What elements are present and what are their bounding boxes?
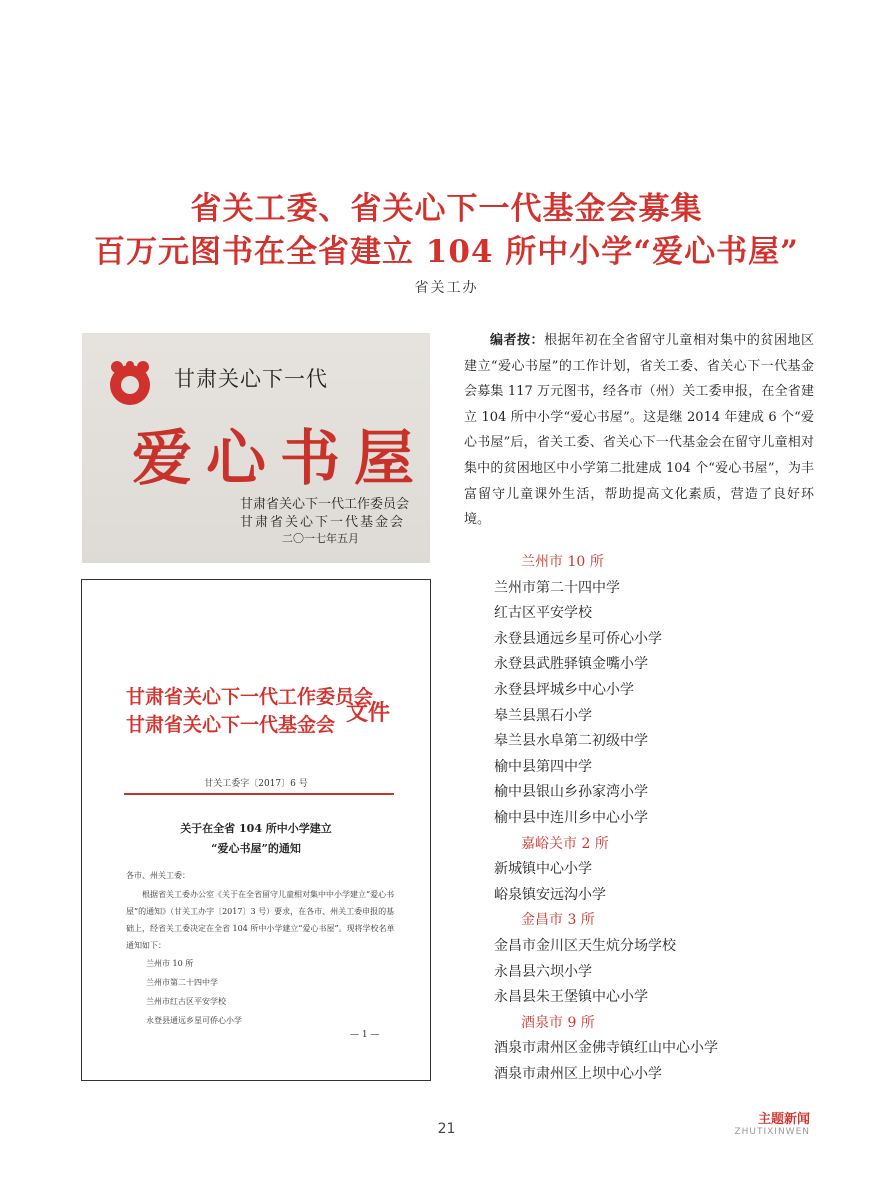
sign-title: 爱心书屋 (132, 424, 428, 494)
school-list-item: 榆中县中连川乡中心小学 (494, 809, 648, 826)
notice-header-suffix: 文件 (346, 701, 391, 726)
notice-title-line-1: 关于在全省 104 所中小学建立 (180, 822, 332, 835)
school-list-item: 永登县坪城乡中心小学 (494, 681, 634, 698)
city-heading: 金昌市 3 所 (521, 912, 595, 929)
page-number: 21 (437, 1121, 456, 1137)
school-list-item: 榆中县第四中学 (494, 758, 592, 775)
sign-org-name: 甘肃关心下一代 (174, 367, 328, 391)
notice-document (81, 579, 431, 1081)
city-heading: 兰州市 10 所 (521, 554, 604, 570)
notice-red-rule (124, 793, 394, 795)
notice-doc-number: 甘关工委字〔2017〕6 号 (204, 779, 308, 789)
sign-committee: 甘肃省关心下一代工作委员会 (240, 497, 410, 512)
school-list-item: 皋兰县黑石小学 (494, 707, 592, 724)
article-title-line-1: 省关工委、省关心下一代基金会募集 (190, 191, 703, 227)
notice-salutation: 各市、州关工委： (126, 871, 190, 880)
section-brand-pinyin: ZHUTIXINWEN (734, 1127, 810, 1137)
editor-note (464, 328, 814, 533)
foundation-logo-icon (104, 355, 156, 407)
article-title-line-2: 百万元图书在全省建立 104 所中小学“爱心书屋” (94, 234, 799, 270)
notice-list-item: 兰州市第二十四中学 (146, 978, 218, 987)
city-heading: 嘉峪关市 2 所 (521, 835, 609, 852)
section-brand-name: 主题新闻 (757, 1112, 810, 1127)
editor-note-label: 编者按： (490, 333, 545, 348)
notice-header-foundation: 甘肃省关心下一代基金会 (126, 714, 336, 736)
school-list-item: 兰州市第二十四中学 (494, 579, 620, 596)
aixin-shuwu-sign-photo (82, 333, 430, 563)
notice-list-item: 兰州市 10 所 (146, 959, 194, 968)
school-list-item: 榆中县银山乡孙家湾小学 (494, 784, 648, 801)
notice-list-item: 永登县通远乡星可侨心小学 (146, 1016, 242, 1025)
editor-note-text: 根据年初在全省留守儿童相对集中的贫困地区建立“爱心书屋”的工作计划，省关工委、省关心下一代基金会募集 117 万元图书，经各市（州）关工委申报，在全省建立 104 所中小学“爱心书屋”。这是继 2014 年建成 6 个“爱心书屋”后，省关工委、省关心下一代基金会在留守儿童相对集中的贫困地区中小学第二批建成 104 个“爱心书屋”，为丰富留守儿童课外生活，帮助提高文化素质，营造了良好环境。 (464, 333, 814, 528)
school-list-item: 永登县通远乡星可侨心小学 (494, 630, 662, 647)
city-heading: 酒泉市 9 所 (521, 1014, 595, 1031)
school-list-item: 永昌县朱王堡镇中心小学 (494, 989, 648, 1006)
school-list-item: 永昌县六坝小学 (494, 963, 592, 980)
notice-list-item: 兰州市红古区平安学校 (146, 997, 226, 1006)
school-list-item: 酒泉市肃州区上坝中心小学 (494, 1065, 662, 1082)
notice-body: 根据省关工委办公室《关于在全省留守儿童相对集中中小学建立“爱心书屋”的通知》（甘关工办字〔2017〕3 号）要求，在各市、州关工委申报的基础上，经省关工委决定在全省 104 所中小学建立“爱心书屋”。现将学校名单通知如下： (126, 890, 395, 950)
section-brand (734, 1108, 810, 1137)
school-list-item: 峪泉镇安远沟小学 (494, 886, 606, 903)
notice-title-line-2: “爱心书屋”的通知 (211, 842, 301, 855)
school-list-item: 酒泉市肃州区金佛寺镇红山中心小学 (494, 1040, 718, 1057)
sign-foundation: 甘肃省关心下一代基金会 (240, 515, 406, 530)
notice-header-committee: 甘肃省关心下一代工作委员会 (126, 686, 374, 708)
school-list (494, 550, 824, 1087)
school-list-item: 皋兰县水阜第二初级中学 (494, 733, 648, 750)
article-author: 省关工办 (414, 280, 479, 296)
school-list-item: 红古区平安学校 (494, 605, 592, 622)
school-list-item: 新城镇中心小学 (494, 861, 592, 878)
sign-date: 二〇一七年五月 (282, 532, 359, 545)
school-list-item: 金昌市金川区天生炕分场学校 (494, 937, 676, 954)
notice-page-number: — 1 — (350, 1030, 380, 1040)
school-list-item: 永登县武胜驿镇金嘴小学 (494, 656, 648, 673)
